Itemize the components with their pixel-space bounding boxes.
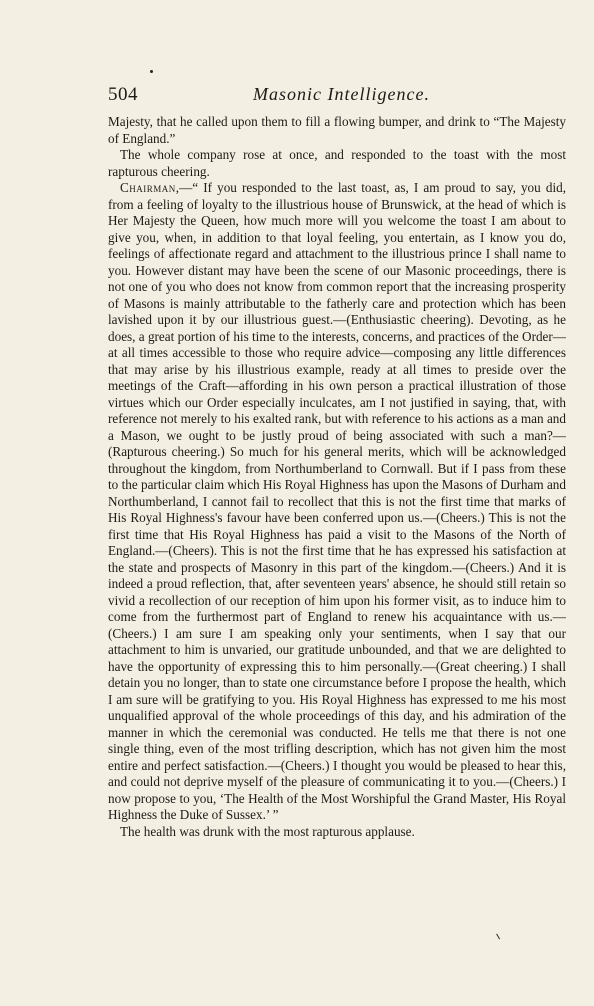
book-page <box>108 84 566 840</box>
speech-text: ,—“ If you responded to the last toast, as, I am proud to say, you did, from a feeling of loyalty to the illustrious house of Brunswick, at the head of which is Her Majesty the Queen, how much more will you welcome the toast I am about to give you, when, in addition to that loyal feeling, you entertain, as I know you do, feelings of affectionate regard and attachment to the illustrious prince I shall name to you. However distant may have been the scene of our Masonic proceedings, there is not one of you who does not know from common report that the increasing prosperity of Masons is mainly attributable to the fatherly care and protection which has been lavished upon it by our illustrious guest.—(Enthusiastic cheering). Devoting, as he does, a great portion of his time to the interests, concerns, and practices of the Order—at all times accessible to those who require advice—composing any little differences that may arise by his illustrious example, ready at all times to preside over the meetings of the Craft—affording in his own person a practical illustration of those virtues which our Order especially inculcates, am I not justified in saying, that, with reference not merely to his exalted rank, but with reference to his actions as a man and a Mason, we ought to be justly proud of being associated with such a man?—(Rapturous cheering.) So much for his general merits, which will be acknowledged throughout the kingdom, from Northumberland to Cornwall. But if I pass from these to the particular claim which His Royal Highness has upon the Masons of Durham and Northumberland, I cannot fail to recollect that this is not the first time that marks of His Royal Highness's favour have been conferred upon us.—(Cheers.) This is not the first time that His Royal Highness has paid a visit to the Masons of the North of England.—(Cheers). This is not the first time that he has expressed his satisfaction at the state and prospects of Masonry in this part of the kingdom.—(Cheers.) And it is indeed a proud reflection, that, after seventeen years' absence, he should still retain so vivid a recollection of our reception of him upon his former visit, as to induce him to come from the furthermost part of England to renew his acquaintance with us.—(Cheers.) I am sure I am speaking only your sentiments, when I say that our attachment to him is unvaried, our gratitude unbounded, and that we are delighted to have the opportunity of expressing this to him personally.—(Great cheering.) I shall detain you no longer, than to state one circumstance before I propose the health, which I am sure will be gratifying to you. His Royal Highness has expressed to me his most unqualified approval of the whole proceedings of this day, and his admiration of the manner in which the ceremonial was conducted. He tells me that there is not one single thing, even of the most trifling description, which has not given him the most entire and perfect satisfaction.—(Cheers.) I thought you would be pleased to hear this, and could not deprive myself of the pleasure of communicating it to you.—(Cheers.) I now propose to you, ‘The Health of the Most Worshipful the Grand Master, His Royal Highness the Duke of Sussex.’ ” <box>108 180 566 822</box>
page-number: 504 <box>108 84 138 105</box>
running-head <box>108 84 566 114</box>
print-mark-corner <box>491 934 500 943</box>
running-title: Masonic Intelligence. <box>253 84 430 104</box>
paragraph-toast-majesty: Majesty, that he called upon them to fill a flowing bumper, and drink to “The Majesty of England.” <box>108 114 566 146</box>
speaker-name: Chairman <box>120 180 176 195</box>
paragraph-company-rose: The whole company rose at once, and responded to the toast with the most rapturous cheering. <box>108 147 566 179</box>
paragraph-health-drunk: The health was drunk with the most rapturous applause. <box>120 823 415 839</box>
print-mark <box>150 70 153 73</box>
paragraph-chairman-speech <box>108 180 566 824</box>
body-text <box>108 114 566 840</box>
